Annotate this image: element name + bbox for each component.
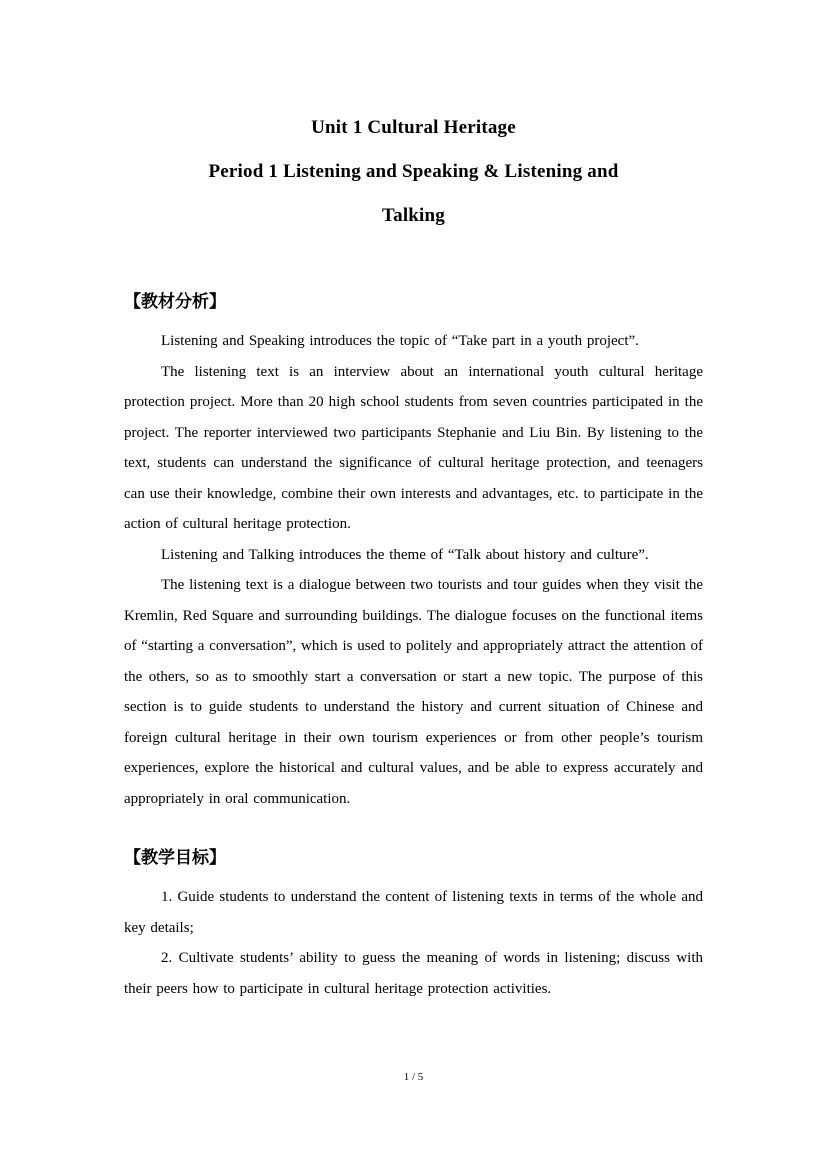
document-title-line-1: Unit 1 Cultural Heritage (311, 117, 516, 138)
document-title-line-2: Period 1 Listening and Speaking & Listening and (208, 161, 619, 182)
page-number: 1 / 5 (403, 1071, 424, 1083)
section-teaching-objectives (124, 844, 703, 1004)
section-heading-textbook-analysis: 【教材分析】 (124, 292, 226, 311)
section-heading-teaching-objectives: 【教学目标】 (124, 848, 226, 867)
paragraph: The listening text is an interview about an international youth cultural heritage protection project. More than 20 high school students from seven countries participated in the project. The reporter interviewed two participants Stephanie and Liu Bin. By listening to the text, students can understand the significance of cultural heritage protection, and teenagers can use their knowledge, combine their own interests and advantages, etc. to participate in the action of cultural heritage protection. (124, 363, 703, 532)
paragraph: Listening and Talking introduces the theme of “Talk about history and culture”. (161, 546, 649, 563)
paragraph: Listening and Speaking introduces the topic of “Take part in a youth project”. (161, 333, 639, 349)
paragraph: 1. Guide students to understand the content of listening texts in terms of the whole and key details; (124, 889, 703, 936)
document-title-line-3: Talking (381, 205, 446, 226)
paragraph: The listening text is a dialogue between two tourists and tour guides when they visit the Kremlin, Red Square and surrounding buildings. The dialogue focuses on the functional items of “starting a conversation”, which is used to politely and appropriately attract the attention of the others, so as to smoothly start a conversation or start a new topic. The purpose of this section is to guide students to understand the history and current situation of Chinese and foreign cultural heritage in their own tourism experiences or from other people’s tourism experiences, explore the historical and cultural values, and be able to express accurately and appropriately in oral communication. (124, 577, 703, 807)
paragraph: 2. Cultivate students’ ability to guess the meaning of words in listening; discuss with their peers how to participate in cultural heritage protection activities. (124, 950, 703, 997)
section-textbook-analysis (124, 288, 703, 814)
document-title (124, 106, 703, 238)
